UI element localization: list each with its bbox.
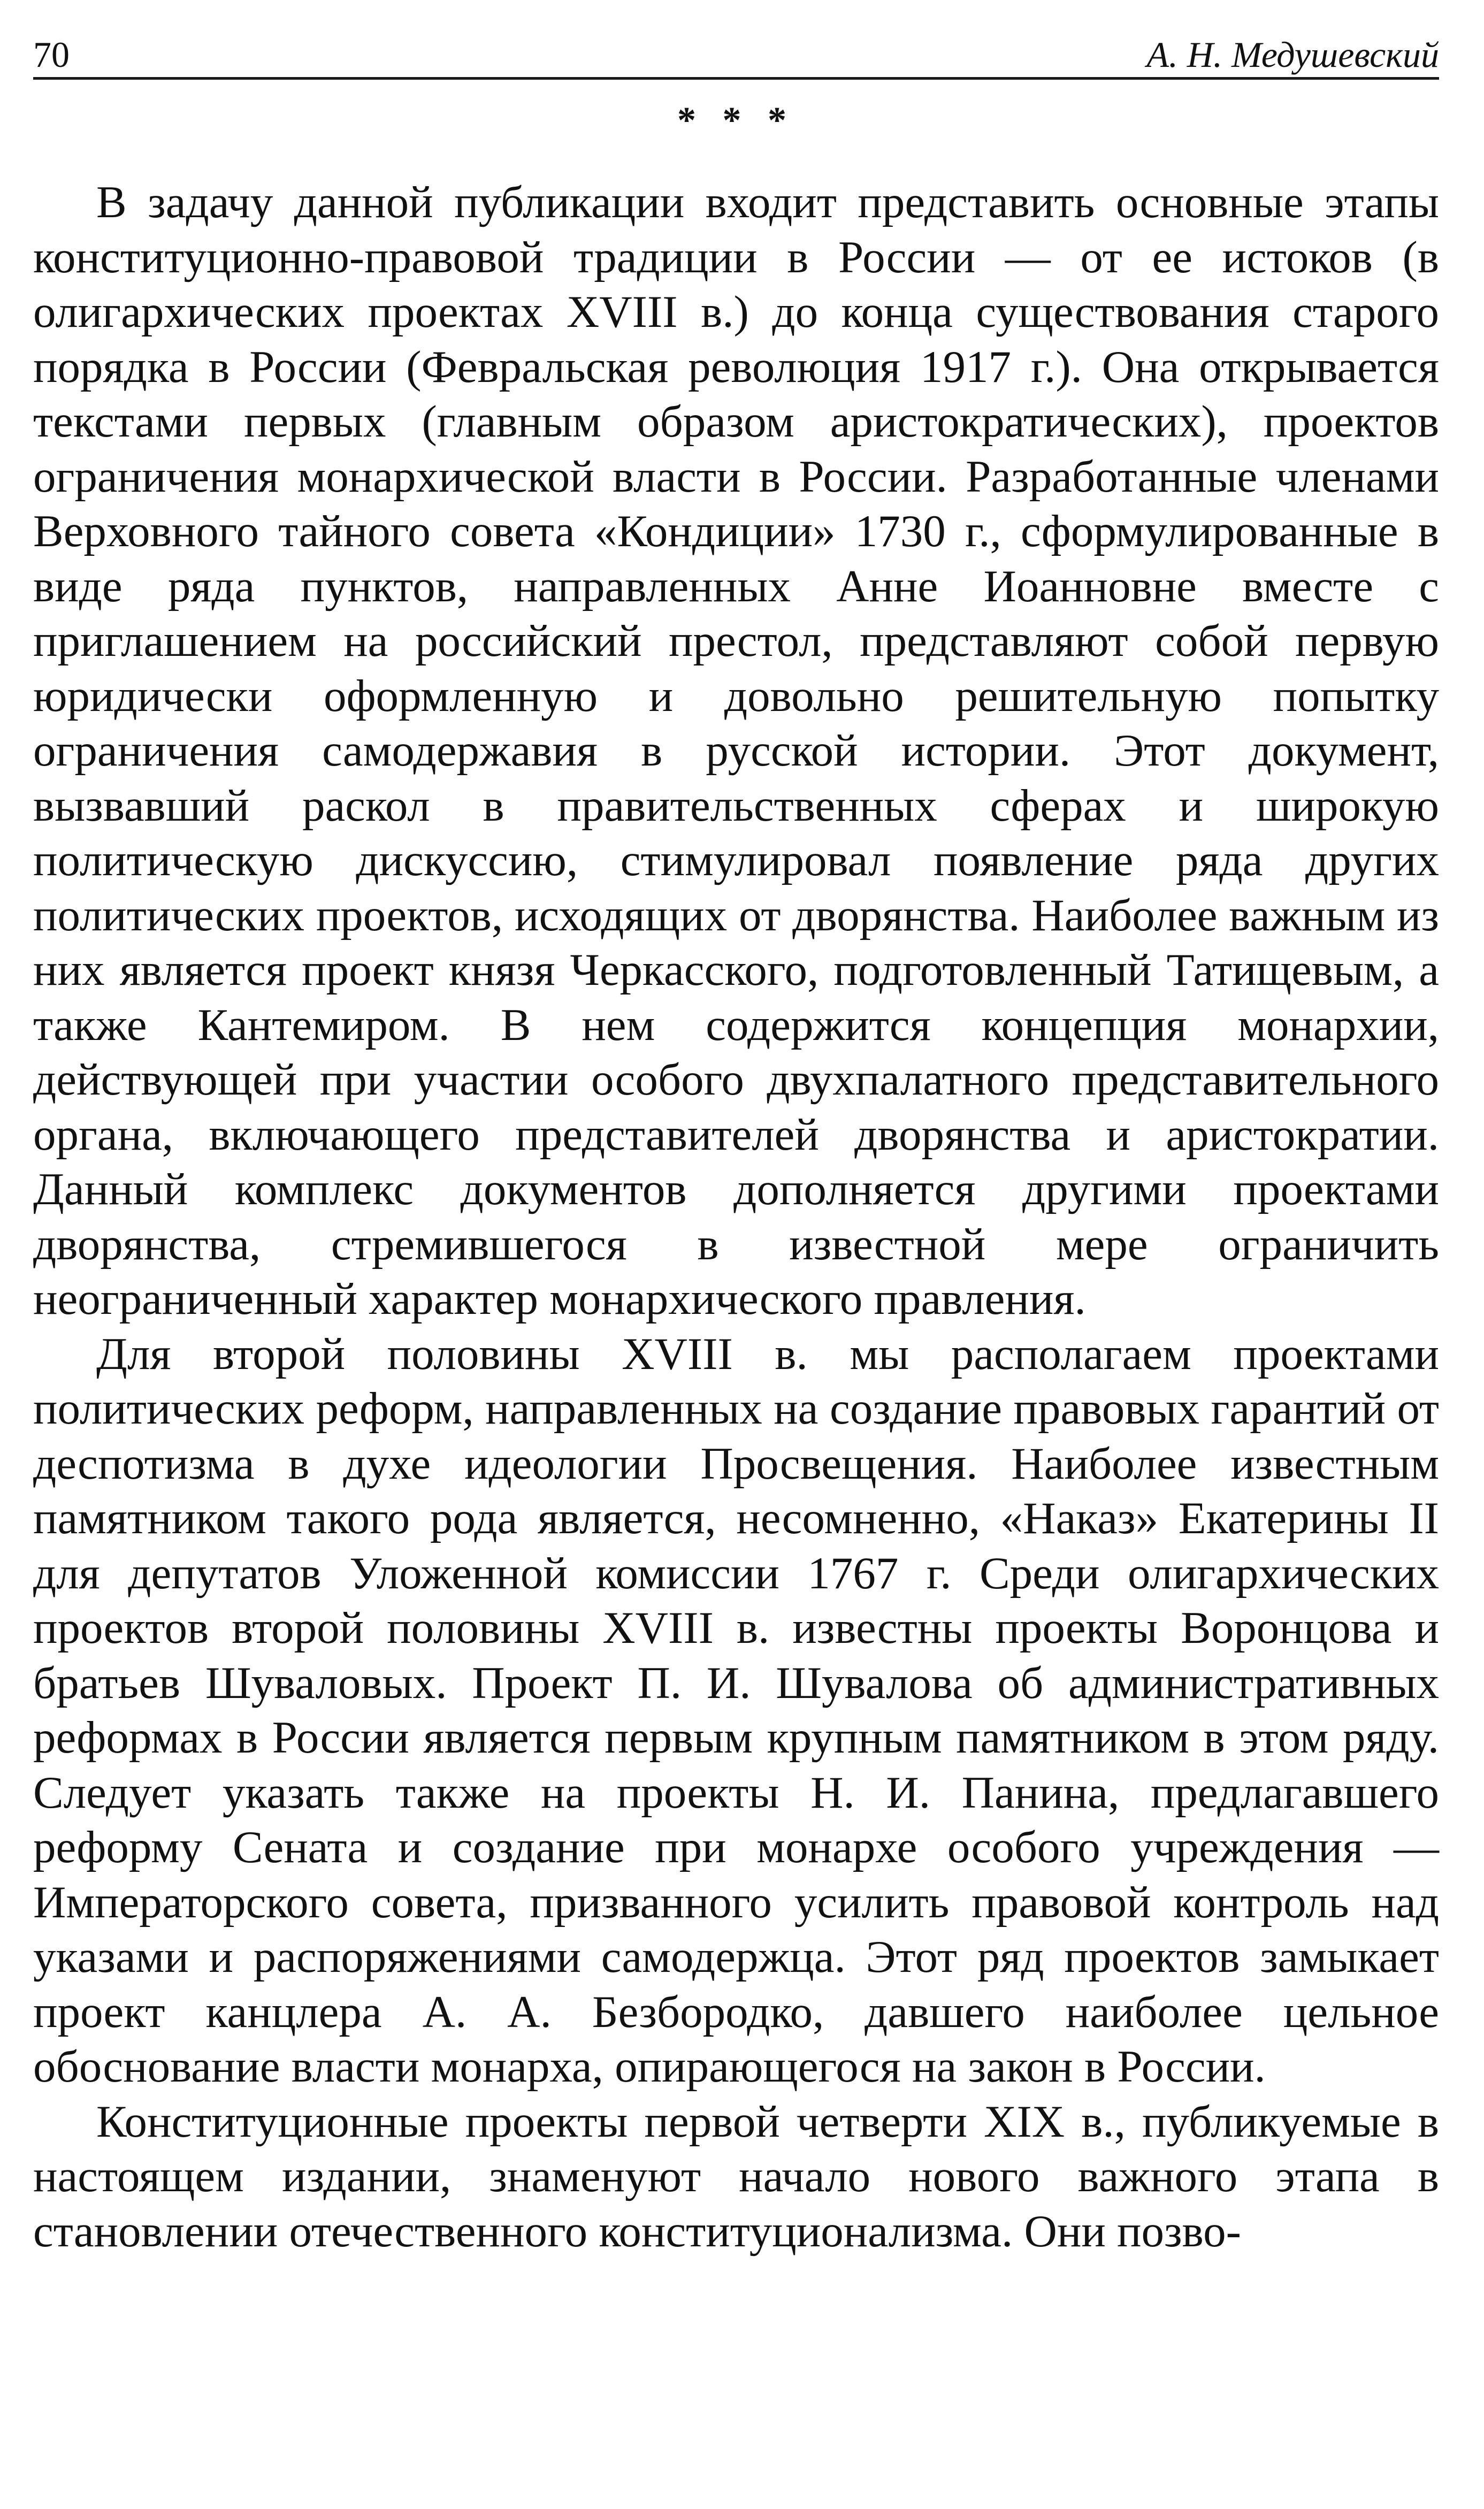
- page-number: 70: [33, 34, 70, 75]
- paragraph: Для второй половины XVIII в. мы располагаем проектами политических реформ, направленных на создание правовых гарантий от деспотизма в духе идеологии Просвещения. Наиболее известным памятником такого рода является, несомненно, «Наказ» Екатерины II для депутатов Уложенной комиссии 1767 г. Среди олигархических проектов второй половины XVIII в. известны проекты Воронцова и братьев Шуваловых. Проект П. И. Шувалова об административных реформах в России является первым крупным памятником в этом ряду. Следует указать также на проекты Н. И. Панина, предлагавшего реформу Сената и создание при монархе особого учреждения — Императорского совета, призванного усилить правовой контроль над указами и распоряжениями самодержца. Этот ряд проектов замыкает проект канцлера А. А. Безбородко, давшего наиболее цельное обоснование власти монарха, опирающегося на закон в России.: [33, 1328, 1439, 2092]
- paragraph: Конституционные проекты первой четверти XIX в., публикуемые в настоящем издании, знаменуют начало нового важного этапа в становлении отечественного конституционализма. Они позво-: [33, 2096, 1439, 2256]
- book-page: [33, 21, 1439, 2488]
- page-header: [33, 21, 1439, 80]
- paragraph: В задачу данной публикации входит представить основные этапы конституционно-правовой традиции в России — от ее истоков (в олигархических проектах XVIII в.) до конца существования старого порядка в России (Февральская революция 1917 г.). Она открывается текстами первых (главным образом аристократических), проектов ограничения монархической власти в России. Разработанные членами Верховного тайного совета «Кондиции» 1730 г., сформулированные в виде ряда пунктов, направленных Анне Иоанновне вместе с приглашением на российский престол, представляют собой первую юридически оформленную и довольно решительную попытку ограничения самодержавия в русской истории. Этот документ, вызвавший раскол в правительственных сферах и широкую политическую дискуссию, стимулировал появление ряда других политических проектов, исходящих от дворянства. Наиболее важным из них является проект князя Черкасского, подготовленный Татищевым, а также Кантемиром. В нем содержится концепция монархии, действующей при участии особого двухпалатного представительного органа, включающего представителей дворянства и аристократии. Данный комплекс документов дополняется другими проектами дворянства, стремившегося в известной мере ограничить неограниченный характер монархического правления.: [33, 177, 1439, 1324]
- body-text: [33, 175, 1439, 2259]
- section-separator: * * *: [677, 100, 795, 141]
- running-head: А. Н. Медушевский: [1146, 34, 1439, 75]
